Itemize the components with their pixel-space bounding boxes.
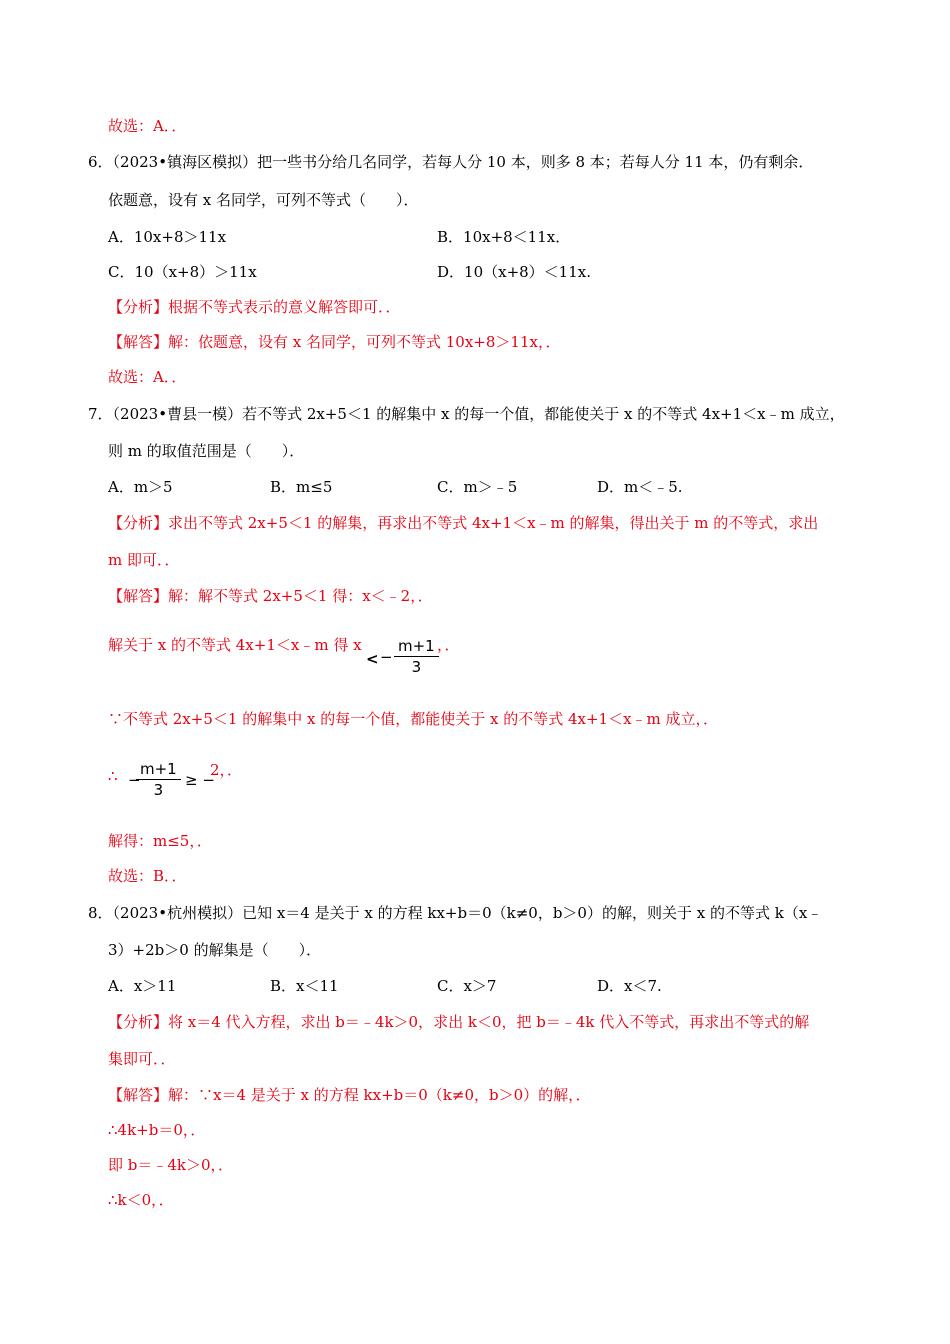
q7-stem-line2: 则 m 的取值范围是（ ）． — [108, 442, 305, 460]
q6-solution: 【解答】解：依题意，设有 x 名同学，可列不等式 10x+8＞11x，． — [108, 333, 561, 351]
q7-minus-sign-2: − — [128, 771, 141, 789]
q7-option-d: D．m＜﹣5. — [597, 478, 683, 496]
q8-stem-line1: 8．（2023•杭州模拟）已知 x＝4 是关于 x 的方程 kx+b＝0（k≠0，b＞0）的解，则关于 x 的不等式 k（x﹣ — [88, 904, 823, 922]
q7-fraction-1 — [394, 636, 439, 677]
q6-stem-line2: 依题意，设有 x 名同学，可列不等式（ ）． — [108, 191, 419, 209]
q5-answer-choice: 故选：A．． — [108, 117, 187, 135]
q6-analysis: 【分析】根据不等式表示的意义解答即可．． — [108, 298, 401, 316]
q7-stem-line1: 7．（2023•曹县一模）若不等式 2x+5＜1 的解集中 x 的每一个值，都能使关于 x 的不等式 4x+1＜x﹣m 成立， — [88, 405, 845, 423]
q7-answer-choice: 故选：B．． — [108, 867, 187, 885]
q7-analysis-line2: m 即可．． — [108, 551, 180, 569]
q7-solution-line3: ∵不等式 2x+5＜1 的解集中 x 的每一个值，都能使关于 x 的不等式 4x+1＜x﹣m 成立，． — [108, 710, 719, 728]
q7-fraction-1-numerator: m+1 — [394, 636, 439, 657]
q8-option-a: A．x＞11 — [108, 977, 177, 995]
q6-stem-line1: 6．（2023•镇海区模拟）把一些书分给几名同学，若每人分 10 本，则多 8 本；若每人分 11 本，仍有剩余． — [88, 153, 814, 171]
therefore-symbol: ∴ — [108, 767, 118, 785]
q7-solution-line1: 【解答】解：解不等式 2x+5＜1 得：x＜﹣2，． — [108, 587, 433, 605]
q6-option-d: D．10（x+8）＜11x. — [437, 263, 591, 281]
q8-solution-line2: ∴4k+b＝0，． — [108, 1121, 206, 1139]
q7-solution-line4-tail: 2，． — [210, 761, 243, 779]
q7-solution-line5: 解得：m≤5，． — [108, 832, 212, 850]
q6-option-a: A．10x+8＞11x — [108, 228, 227, 246]
q8-solution-line3: 即 b＝﹣4k＞0，． — [108, 1156, 234, 1174]
q7-greater-equal-minus: ≥ − — [185, 771, 215, 789]
q8-solution-line1: 【解答】解：∵x＝4 是关于 x 的方程 kx+b＝0（k≠0，b＞0）的解，． — [108, 1086, 591, 1104]
q7-fraction-2-denominator: 3 — [153, 781, 164, 799]
q7-fraction-1-denominator: 3 — [411, 658, 422, 676]
q7-fraction-2 — [136, 759, 181, 800]
q7-solution-line2-tail: ，． — [437, 636, 460, 654]
q7-less-than-symbol: < — [366, 650, 379, 668]
q8-analysis-line1: 【分析】将 x＝4 代入方程，求出 b＝﹣4k＞0，求出 k＜0，把 b＝﹣4k 代入不等式，再求出不等式的解 — [108, 1013, 810, 1031]
q8-option-d: D．x＜7. — [597, 977, 662, 995]
q7-analysis-line1: 【分析】求出不等式 2x+5＜1 的解集，再求出不等式 4x+1＜x﹣m 的解集，得出关于 m 的不等式，求出 — [108, 514, 819, 532]
q8-option-b: B．x＜11 — [270, 977, 339, 995]
q7-option-a: A．m＞5 — [108, 478, 173, 496]
q7-fraction-2-numerator: m+1 — [136, 759, 181, 780]
q8-solution-line4: ∴k＜0，． — [108, 1191, 174, 1209]
q8-stem-line2: 3）+2b＞0 的解集是（ ）． — [108, 941, 322, 959]
q7-minus-sign-1: − — [380, 648, 393, 666]
q7-option-c: C．m＞﹣5 — [437, 478, 518, 496]
q7-solution-line2: 解关于 x 的不等式 4x+1＜x﹣m 得 x — [108, 636, 362, 654]
q6-answer-choice: 故选：A．． — [108, 368, 187, 386]
q6-option-c: C．10（x+8）＞11x — [108, 263, 257, 281]
q6-option-b: B．10x+8＜11x． — [437, 228, 571, 246]
q8-option-c: C．x＞7 — [437, 977, 497, 995]
q7-option-b: B．m≤5 — [270, 478, 333, 496]
q8-analysis-line2: 集即可．． — [108, 1050, 176, 1068]
